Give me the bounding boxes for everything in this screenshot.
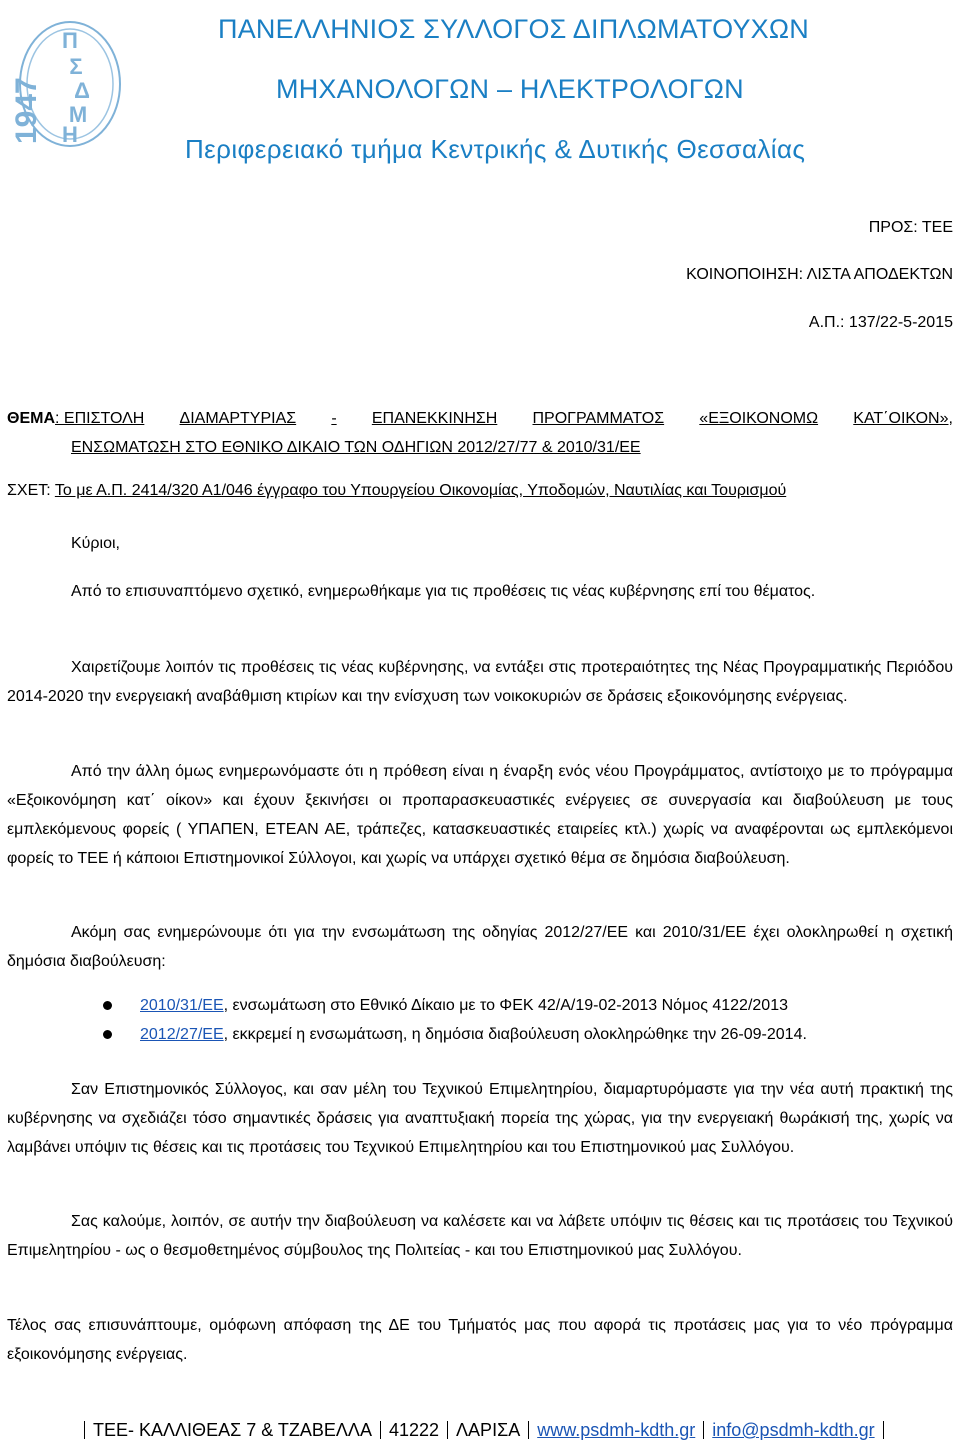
subject-word: ΔΙΑΜΑΡΤΥΡΙΑΣ bbox=[179, 410, 297, 427]
directive-list bbox=[100, 991, 940, 1049]
reference-line bbox=[7, 476, 953, 505]
list-item bbox=[100, 991, 940, 1020]
subject-line-1 bbox=[7, 404, 953, 433]
subject-line-2-text: ΕΝΣΩΜΑΤΩΣΗ ΣΤΟ ΕΘΝΙΚΟ ΔΙΚΑΙΟ ΤΩΝ ΟΔΗΓΙΩΝ 2012/27/77 & 2010/31/ΕΕ bbox=[71, 439, 641, 456]
subject-line-2 bbox=[7, 433, 953, 462]
header-regional-section: Περιφερειακό τμήμα Κεντρικής & Δυτικής Θεσσαλίας bbox=[185, 134, 806, 164]
paragraph-2: Χαιρετίζουμε λοιπόν τις προθέσεις τις νέας κυβέρνησης, να εντάξει στις προτεραιότητες της Νέας Προγραμματικής Περιόδου 2014-2020 την ενεργειακή αναβάθμιση κτιρίων και την ενίσχυση των νοικοκυριών σε δράσεις εξοικονόμησης ενέργειας. bbox=[7, 659, 953, 705]
header-specialty: ΜΗΧΑΝΟΛΟΓΩΝ – ΗΛΕΚΤΡΟΛΟΓΩΝ bbox=[276, 74, 744, 104]
subject-block bbox=[7, 404, 953, 462]
directive-link[interactable]: 2010/31/ΕΕ bbox=[140, 997, 224, 1014]
footer-separator bbox=[883, 1421, 884, 1439]
footer-contact-bar bbox=[76, 1420, 892, 1441]
cc-line: ΚΟΙΝΟΠΟΙΗΣΗ: ΛΙΣΤΑ ΑΠΟΔΕΚΤΩΝ bbox=[686, 266, 953, 283]
subject-word: ΕΠΑΝΕΚΚΙΝΗΣΗ bbox=[371, 410, 498, 427]
paragraph-6: Σας καλούμε, λοιπόν, σε αυτήν την διαβούλευση να καλέσετε και να λάβετε υπόψιν τις θέσεις και τις προτάσεις του Τεχνικού Επιμελητηρίου - ως ο θεσμοθετημένος σύμβουλος της Πολιτείας - και του Επιστημονικού μας Συλλόγου. bbox=[7, 1213, 953, 1259]
footer-separator bbox=[528, 1421, 529, 1439]
svg-text:Μ: Μ bbox=[68, 102, 88, 127]
footer-postcode: 41222 bbox=[388, 1420, 440, 1440]
bullet-icon bbox=[103, 1001, 112, 1010]
subject-word: ΠΡΟΓΡΑΜΜΑΤΟΣ bbox=[532, 410, 665, 427]
footer-separator bbox=[447, 1421, 448, 1439]
subject-word: ΚΑΤ΄ΟΙΚΟΝ», bbox=[853, 410, 953, 427]
subject-label: ΘΕΜΑ bbox=[7, 410, 55, 427]
bullet-icon bbox=[103, 1030, 112, 1039]
footer-address: ΤΕΕ- ΚΑΛΛΙΘΕΑΣ 7 & ΤΖΑΒΕΛΛΑ bbox=[93, 1420, 372, 1440]
salutation: Κύριοι, bbox=[71, 535, 120, 552]
subject-label-group bbox=[7, 404, 144, 433]
paragraph-3: Από την άλλη όμως ενημερωνόμαστε ότι η πρόθεση είναι η έναρξη ενός νέου Προγράμματος, αντίστοιχο με το πρόγραμμα «Εξοικονόμηση κατ΄ οίκον» και έχουν ξεκινήσει οι προπαρασκευαστικές ενέργειες σε συνεργασία και διαβούλευση με τους εμπλεκόμενους φορείς ( ΥΠΑΠΕΝ, ΕΤΕΑΝ ΑΕ, τράπεζες, κατασκευαστικές εταιρείες κτλ.) χωρίς να αναφέρονται ως εμπλεκόμενοι φορείς το ΤΕΕ ή κάποιοι Επιστημονικοί Σύλλογοι, και χωρίς να υπάρχει σχετικό θέμα σε δημόσια διαβούλευση. bbox=[7, 763, 953, 867]
footer-email-link[interactable]: info@psdmh-kdth.gr bbox=[712, 1420, 875, 1440]
header-organization-name: ΠΑΝΕΛΛΗΝΙΟΣ ΣΥΛΛΟΓΟΣ ΔΙΠΛΩΜΑΤΟΥΧΩΝ bbox=[218, 14, 809, 44]
svg-text:Δ: Δ bbox=[74, 78, 90, 103]
paragraph-5: Σαν Επιστημονικός Σύλλογος, και σαν μέλη του Τεχνικού Επιμελητηρίου, διαμαρτυρόμαστε για την νέα αυτή πρακτική της κυβέρνησης να σχεδιάζει τόσο σημαντικές δράσεις για αναπτυξιακή πορεία της χώρας, για την ενεργειακή θωράκισή της, χωρίς να λαμβάνει υπόψιν τις θέσεις και τις προτάσεις του Τεχνικού Επιμελητηρίου και του Επιστημονικού μας Συλλόγου. bbox=[7, 1081, 953, 1156]
organization-logo bbox=[6, 16, 126, 152]
footer-website-link[interactable]: www.psdmh-kdth.gr bbox=[537, 1420, 696, 1440]
svg-text:Η: Η bbox=[62, 122, 78, 147]
protocol-number: Α.Π.: 137/22-5-2015 bbox=[808, 314, 953, 331]
footer-separator bbox=[380, 1421, 381, 1439]
reference-text: Το με Α.Π. 2414/320 Α1/046 έγγραφο του Υπουργείου Οικονομίας, Υποδομών, Ναυτιλίας και Τουρισμού bbox=[54, 482, 787, 499]
paragraph-7: Τέλος σας επισυνάπτουμε, ομόφωνη απόφαση της ΔΕ του Τμήματός μας που αφορά τις προτάσεις μας για το νέο πρόγραμμα εξοικονόμησης ενέργειας. bbox=[7, 1317, 953, 1363]
subject-word: - bbox=[331, 410, 337, 427]
paragraph-4: Ακόμη σας ενημερώνουμε ότι για την ενσωμάτωση της οδηγίας 2012/27/ΕΕ και 2010/31/ΕΕ έχει ολοκληρωθεί η σχετική δημόσια διαβούλευση: bbox=[7, 924, 953, 970]
subject-word: : ΕΠΙΣΤΟΛΗ bbox=[55, 410, 145, 427]
paragraph-1: Από το επισυναπτόμενο σχετικό, ενημερωθήκαμε για τις προθέσεις τις νέας κυβέρνησης επί του θέματος. bbox=[71, 583, 816, 600]
list-item bbox=[100, 1020, 940, 1049]
footer-separator bbox=[703, 1421, 704, 1439]
logo-year-text: 1947 bbox=[10, 77, 43, 144]
svg-text:Σ: Σ bbox=[69, 54, 83, 79]
reference-label: ΣΧΕΤ: bbox=[7, 482, 55, 499]
recipient-line: ΠΡΟΣ: ΤΕΕ bbox=[868, 219, 953, 236]
directive-link[interactable]: 2012/27/ΕΕ bbox=[140, 1026, 224, 1043]
footer-separator bbox=[84, 1421, 85, 1439]
list-item-text: , ενσωμάτωση στο Εθνικό Δίκαιο με το ΦΕΚ 42/Α/19-02-2013 Νόμος 4122/2013 bbox=[223, 997, 788, 1014]
svg-text:Π: Π bbox=[62, 28, 78, 53]
list-item-text: , εκκρεμεί η ενσωμάτωση, η δημόσια διαβούλευση ολοκληρώθηκε την 26-09-2014. bbox=[223, 1026, 807, 1043]
footer-city: ΛΑΡΙΣΑ bbox=[456, 1420, 521, 1440]
subject-word: «ΕΞΟΙΚΟΝΟΜΩ bbox=[699, 410, 819, 427]
